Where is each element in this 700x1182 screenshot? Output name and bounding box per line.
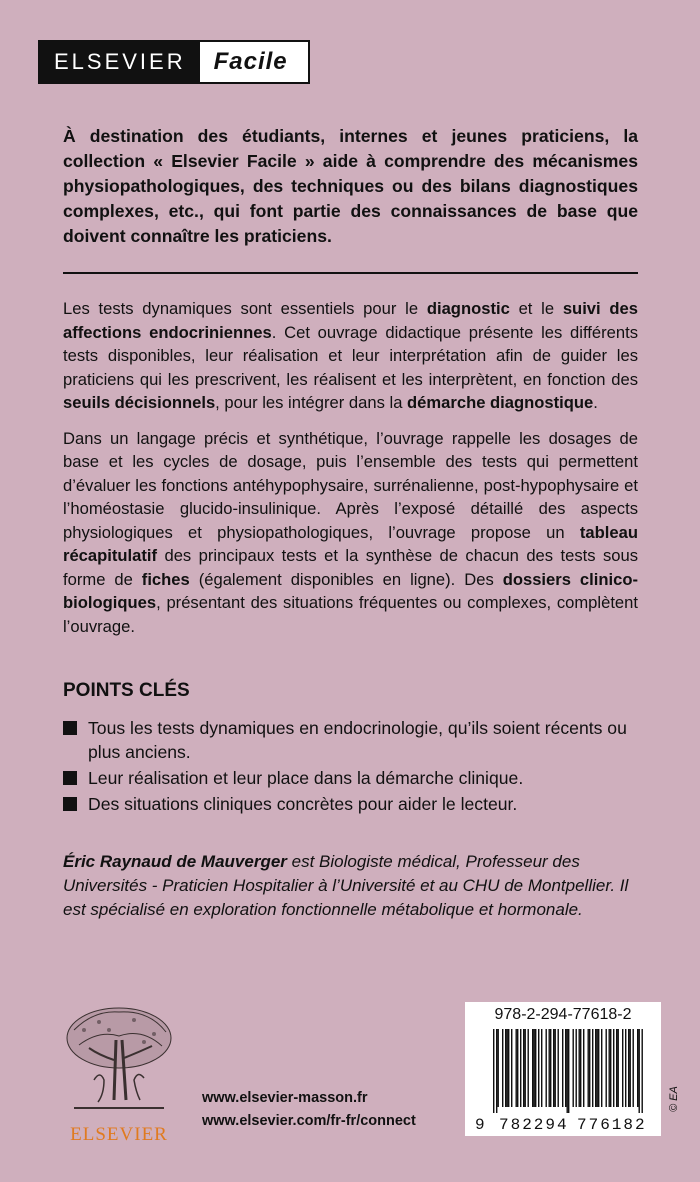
barcode-bar (549, 1029, 550, 1107)
barcode-bar (555, 1029, 556, 1107)
barcode-bar (633, 1029, 634, 1107)
list-item: Leur réalisation et leur place dans la démarche clinique. (63, 766, 638, 790)
barcode-bar (616, 1029, 617, 1107)
barcode-bar (517, 1029, 518, 1107)
barcode-bar (592, 1029, 593, 1107)
barcode-bar (502, 1029, 503, 1107)
barcode-bar (562, 1029, 563, 1107)
barcode-bar (520, 1029, 521, 1107)
list-item: Tous les tests dynamiques en endocrinologie, qu’ils soient récents ou plus anciens. (63, 716, 638, 764)
barcode-bar (496, 1029, 497, 1113)
barcode-bar (565, 1029, 566, 1107)
paragraph-2: Dans un langage précis et synthétique, l’ouvrage rappelle les dosages de base et les cycles de dosage, puis l’ensemble des tests qui permettent d’évaluer les fonctions antéhypophysaire, surrénalienne, post-hypophysaire et l’homéostasie glucido-insulinique. Après l’exposé détaillé des aspects physiologiques et physiopathologiques, l’ouvrage propose un tableau récapitulatif des principaux tests et la synthèse de chacun des tests sous forme de fiches (également disponibles en ligne). Des dossiers clinico-biologiques, présentant des situations fréquentes ou complexes, complètent l’ouvrage. (63, 428, 638, 636)
divider (63, 272, 638, 274)
barcode-bar (573, 1029, 574, 1107)
barcode-bar (598, 1029, 599, 1107)
barcode-bar (525, 1029, 526, 1107)
barcode-bar (579, 1029, 580, 1107)
barcode-bar (498, 1029, 499, 1107)
photo-credit: © EA (668, 1086, 680, 1112)
author-bio: Éric Raynaud de Mauverger est Biologiste médical, Professeur des Universités - Praticien Hospitalier à l’Université et au CHU de Montpellier. Il est spécialisé en exploration fonctionnelle métabolique et hormonale. (63, 852, 629, 919)
square-bullet-icon (63, 771, 77, 785)
barcode-bars (493, 1029, 643, 1113)
barcode-bar (507, 1029, 508, 1107)
barcode-bar (618, 1029, 619, 1107)
series-publisher: ELSEVIER (40, 42, 200, 82)
author-name: Éric Raynaud de Mauverger (63, 852, 287, 871)
barcode-bar (583, 1029, 584, 1107)
barcode-bar (550, 1029, 551, 1107)
barcode-bar (576, 1029, 577, 1107)
barcode-bar (493, 1029, 494, 1113)
barcode-bar (534, 1029, 535, 1107)
barcode-bar (628, 1029, 629, 1107)
key-points-title: POINTS CLÉS (63, 680, 190, 701)
barcode-bar (597, 1029, 598, 1107)
elsevier-logo (54, 1000, 184, 1146)
barcode-bar (535, 1029, 536, 1107)
barcode-bar (639, 1029, 640, 1113)
barcode-bar (588, 1029, 589, 1107)
barcode-bar (508, 1029, 509, 1107)
barcode-bar (613, 1029, 614, 1107)
barcode-bar (630, 1029, 631, 1107)
barcode-bar (601, 1029, 602, 1107)
paragraph-1: Les tests dynamiques sont essentiels pour le diagnostic et le suivi des affections endocriniennes. Cet ouvrage didactique présente les différents tests disponibles, leur réalisation et leur interprétation afin de guider les praticiens qui les prescrivent, les réalisent et les interprètent, en fonction des seuils décisionnels, pour les intégrer dans la démarche diagnostique. (63, 299, 638, 412)
isbn-number: 978-2-294-77618-2 (494, 1006, 632, 1023)
barcode-bar (558, 1029, 559, 1107)
barcode-bar (516, 1029, 517, 1107)
tree-logo-icon (54, 1000, 184, 1120)
barcode-bar (538, 1029, 539, 1107)
barcode-bar (637, 1029, 638, 1107)
barcode-bar (568, 1029, 569, 1113)
square-bullet-icon (63, 721, 77, 735)
barcode-bar (511, 1029, 512, 1107)
barcode-bar (609, 1029, 610, 1107)
list-item: Des situations cliniques concrètes pour aider le lecteur. (63, 792, 638, 816)
barcode-bar (580, 1029, 581, 1107)
series-name: Facile (200, 42, 308, 82)
barcode-bar (523, 1029, 524, 1107)
barcode-bar (553, 1029, 554, 1107)
link-elsevier-masson[interactable]: www.elsevier-masson.fr (202, 1090, 368, 1106)
barcode-bar (625, 1029, 626, 1107)
link-elsevier-connect[interactable]: www.elsevier.com/fr-fr/connect (202, 1113, 416, 1129)
barcode-bar (546, 1029, 547, 1107)
barcode-bar (532, 1029, 533, 1107)
description (63, 297, 638, 650)
barcode-bar (505, 1029, 506, 1107)
barcode-bar (541, 1029, 542, 1107)
barcode-bar (589, 1029, 590, 1107)
intro-text: À destination des étudiants, internes et jeunes praticiens, la collection « Elsevier Facile » aide à comprendre des mécanismes physiopathologiques, des techniques ou des bilans diagnostiques complexes, etc., qui font partie des connaissances de base que doivent connaître les praticiens. (63, 126, 638, 246)
barcode-bar (595, 1029, 596, 1107)
barcode: 978-2-294-77618-2 9 782294 776182 (465, 1002, 661, 1136)
key-points-list (63, 716, 638, 818)
website-links (202, 1087, 416, 1133)
barcode-bar (642, 1029, 643, 1113)
series-banner (38, 40, 310, 84)
barcode-bar (610, 1029, 611, 1107)
logo-wordmark: ELSEVIER (70, 1124, 168, 1145)
square-bullet-icon (63, 797, 77, 811)
barcode-bar (567, 1029, 568, 1113)
barcode-bar (606, 1029, 607, 1107)
barcode-bar (528, 1029, 529, 1107)
barcode-bar (622, 1029, 623, 1107)
